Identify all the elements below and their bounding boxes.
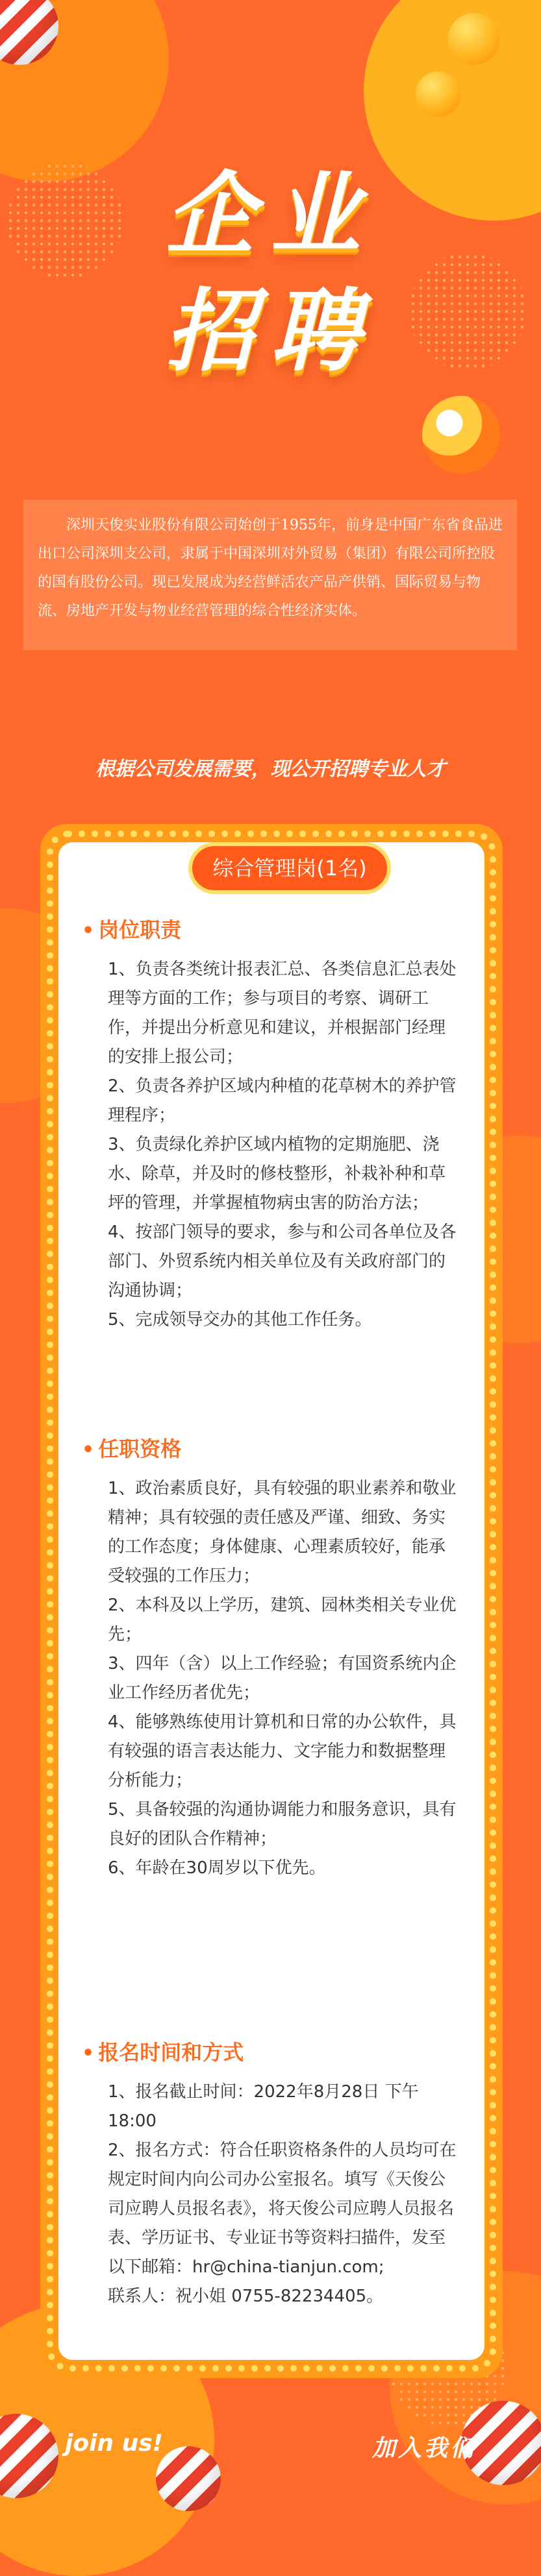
bullet-icon: • xyxy=(82,2042,95,2065)
qualification-item: 4、能够熟练使用计算机和日常的办公软件，具有较强的语言表达能力、文字能力和数据整理分析能力； xyxy=(108,1712,457,1790)
footer-join-us-cn: 加入我们 xyxy=(371,2435,476,2462)
qualification-item: 5、具备较强的沟通协调能力和服务意识，具有良好的团队合作精神； xyxy=(108,1800,457,1849)
job-card-body xyxy=(58,842,484,2360)
position-title: 综合管理岗(1名) xyxy=(188,842,391,894)
company-intro: 深圳天俊实业股份有限公司始创于1955年，前身是中国广东省食品进出口公司深圳支公司，隶属于中国深圳对外贸易（集团）有限公司所控股的国有股份公司。现已发展成为经营鲜活农产品产供销、国际贸易与物流、房地产开发与物业经营管理的综合性经济实体。 xyxy=(23,500,517,650)
duty-item: 3、负责绿化养护区域内植物的定期施肥、浇水、除草，并及时的修枝整形，补栽补种和草坪的管理，并掌握植物病虫害的防治方法； xyxy=(108,1135,446,1213)
duty-item: 4、按部门领导的要求，参与和公司各单位及各部门、外贸系统内相关单位及有关政府部门的沟通协调； xyxy=(108,1222,457,1300)
bullet-icon: • xyxy=(82,919,95,942)
duties-section xyxy=(82,914,465,1335)
apply-item: 1、报名截止时间：2022年8月28日 下午18:00 xyxy=(108,2082,419,2131)
striped-ball-decoration xyxy=(156,2446,221,2511)
footer-join-us: join us! xyxy=(65,2430,164,2457)
slogan: 根据公司发展需要，现公开招聘专业人才 xyxy=(95,758,446,781)
apply-section xyxy=(82,2036,465,2311)
title-line-1: 企业 xyxy=(165,162,376,267)
duty-item: 1、负责各类统计报表汇总、各类信息汇总表处理等方面的工作；参与项目的考察、调研工作，并提出分析意见和建议，并根据部门经理的安排上报公司； xyxy=(108,960,457,1067)
striped-ball-decoration xyxy=(422,396,500,474)
qualification-item: 2、本科及以上学历，建筑、园林类相关专业优先； xyxy=(108,1596,457,1644)
title-line-2: 招聘 xyxy=(165,279,376,383)
qualification-item: 1、政治素质良好，具有较强的职业素养和敬业精神；具有较强的责任感及严谨、细致、务实的工作态度；身体健康、心理素质较好，能承受较强的工作压力； xyxy=(108,1479,457,1586)
apply-heading: • 报名时间和方式 xyxy=(82,2040,244,2065)
bullet-icon: • xyxy=(82,1439,95,1461)
yellow-ball-decoration xyxy=(448,13,500,65)
qualification-item: 3、四年（含）以上工作经验；有国资系统内企业工作经历者优先； xyxy=(108,1654,457,1703)
qualifications-section xyxy=(82,1433,465,1883)
duty-item: 2、负责各养护区域内种植的花草树木的养护管理程序； xyxy=(108,1076,457,1125)
duty-item: 5、完成领导交办的其他工作任务。 xyxy=(108,1310,372,1330)
job-card xyxy=(40,824,503,2378)
apply-item: 2、报名方式：符合任职资格条件的人员均可在规定时间内向公司办公室报名。填写《天俊公司应聘人员报名表》，将天俊公司应聘人员报名表、学历证书、专业证书等资料扫描件，发至以下邮箱：hr@china-tianjun.com; xyxy=(108,2141,457,2277)
apply-item: 联系人：祝小姐 0755-82234405。 xyxy=(108,2287,384,2306)
qualification-item: 6、年龄在30周岁以下优先。 xyxy=(108,1858,326,1878)
duties-heading: • 岗位职责 xyxy=(82,917,182,942)
qualifications-heading: • 任职资格 xyxy=(82,1437,182,1461)
yellow-ball-decoration xyxy=(416,71,461,117)
